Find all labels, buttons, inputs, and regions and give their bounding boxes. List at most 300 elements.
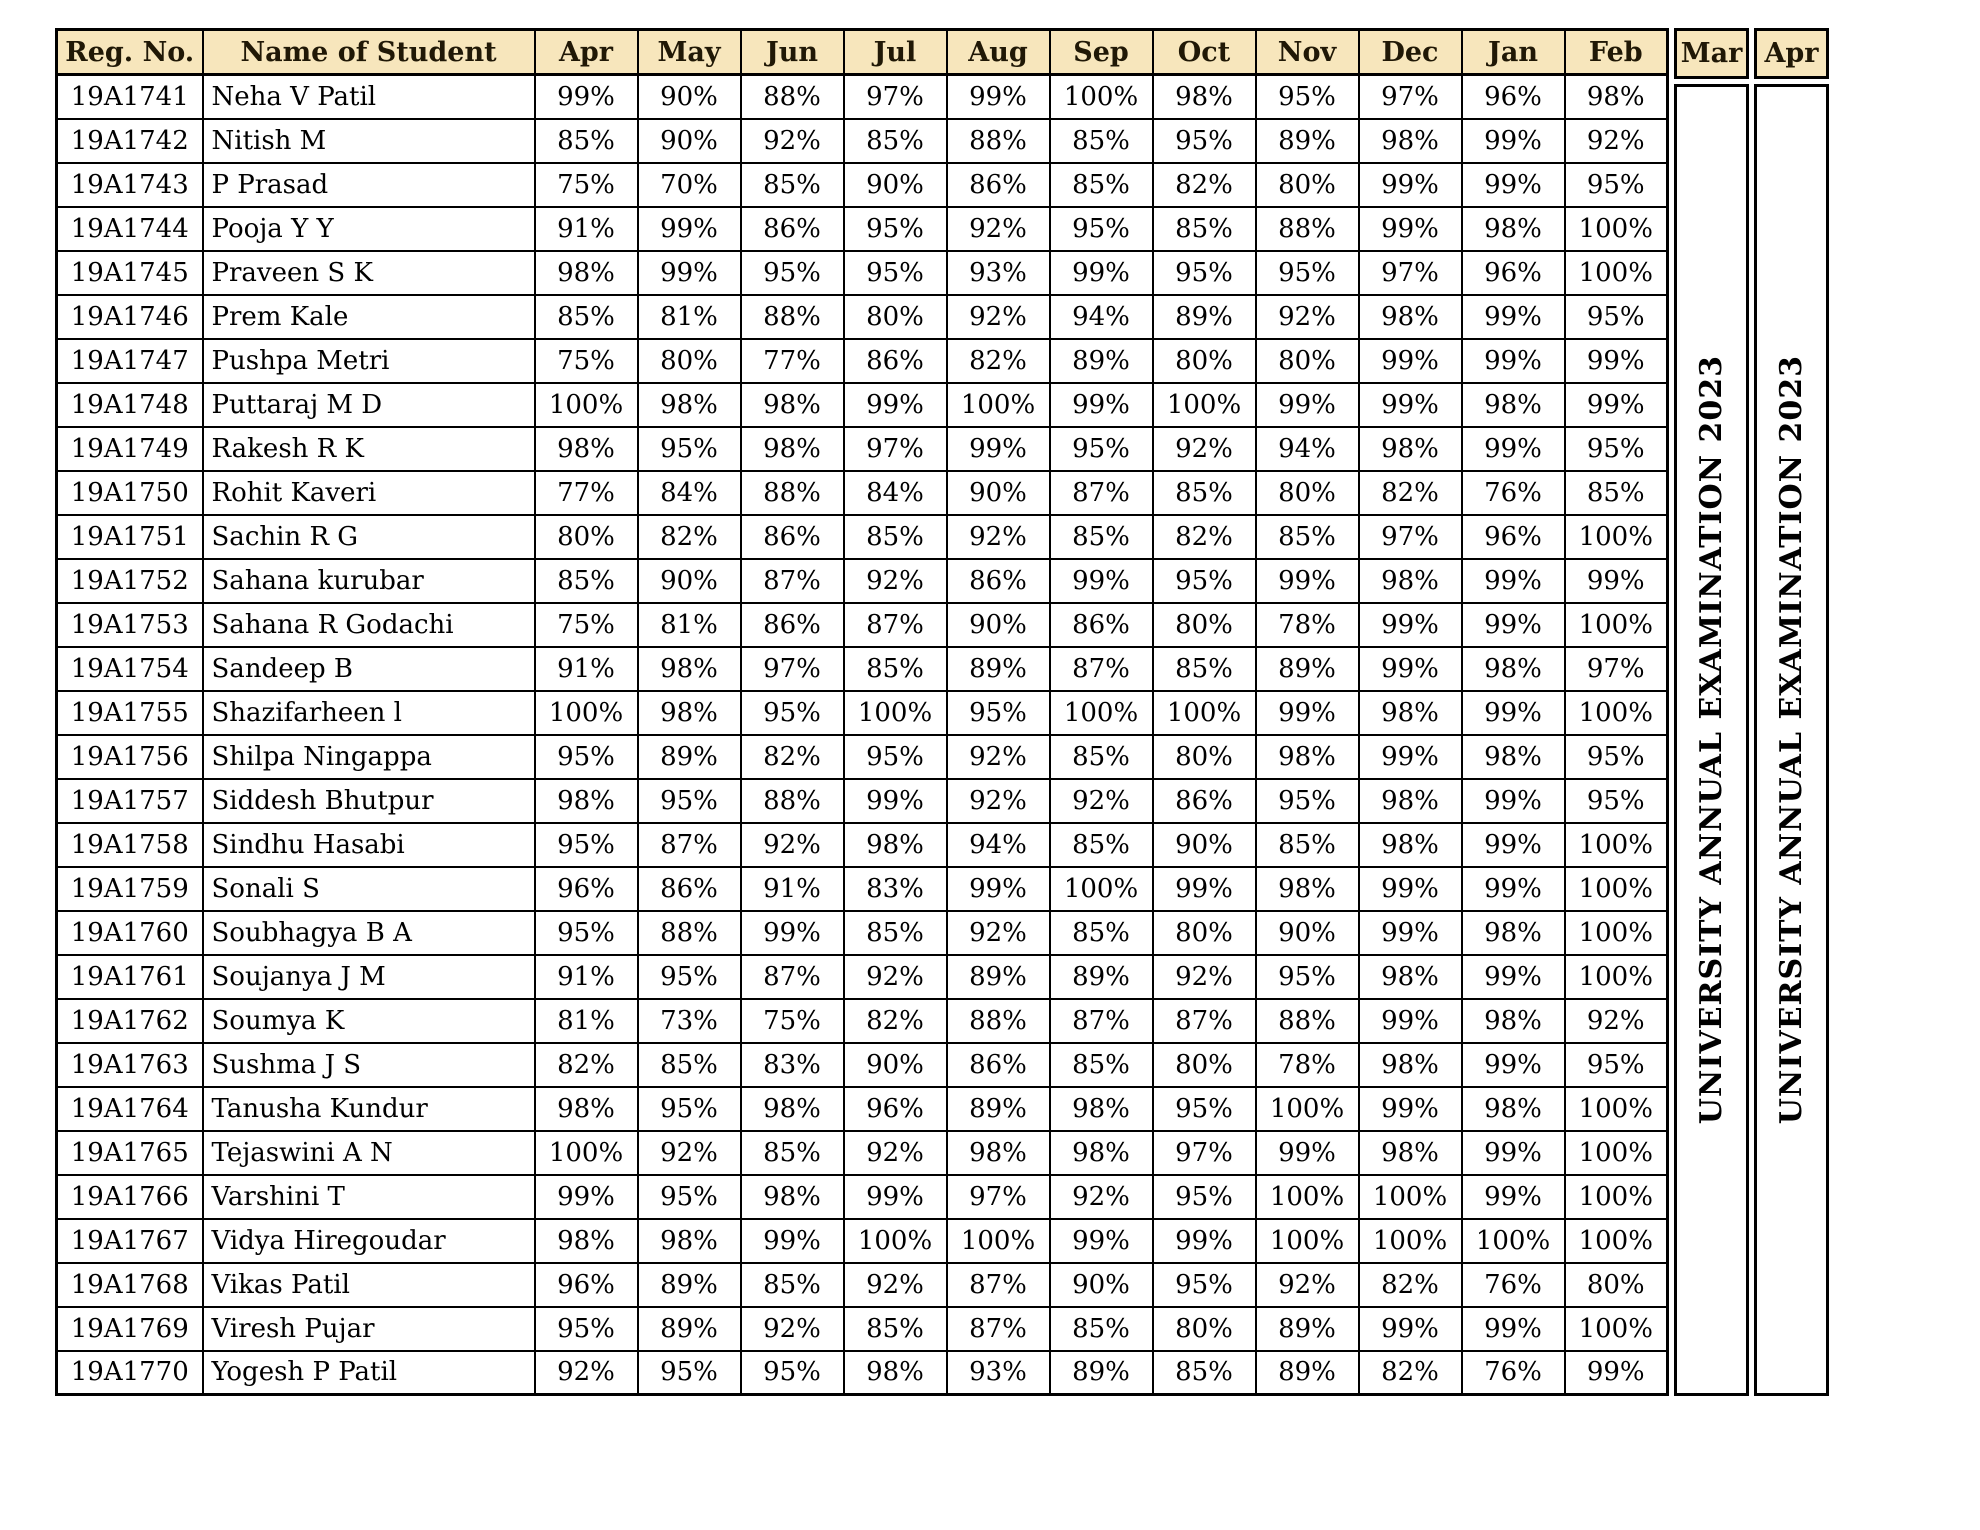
attendance-table [55, 28, 1669, 1396]
attendance-value-cell: 94% [1050, 295, 1153, 339]
table-row [57, 735, 1668, 779]
attendance-value-cell: 90% [844, 1043, 947, 1087]
attendance-value-cell: 99% [1256, 691, 1359, 735]
reg-no-cell: 19A1769 [57, 1307, 203, 1351]
exam-label-box-mar [1674, 84, 1749, 1396]
student-name-cell: Tanusha Kundur [203, 1087, 535, 1131]
student-name-cell: Pushpa Metri [203, 339, 535, 383]
table-row [57, 1087, 1668, 1131]
attendance-value-cell: 92% [741, 119, 844, 163]
attendance-value-cell: 100% [1050, 691, 1153, 735]
attendance-value-cell: 88% [947, 119, 1050, 163]
attendance-value-cell: 82% [638, 515, 741, 559]
attendance-value-cell: 99% [1462, 119, 1565, 163]
exam-label-mar: UNIVERSITY ANNUAL EXAMINATION 2023 [1694, 355, 1729, 1125]
student-name-cell: Soumya K [203, 999, 535, 1043]
attendance-value-cell: 87% [1050, 647, 1153, 691]
attendance-value-cell: 92% [1256, 295, 1359, 339]
student-name-cell: Varshini T [203, 1175, 535, 1219]
attendance-value-cell: 80% [535, 515, 638, 559]
attendance-value-cell: 99% [1462, 955, 1565, 999]
attendance-value-cell: 97% [1359, 515, 1462, 559]
attendance-value-cell: 92% [1153, 955, 1256, 999]
attendance-value-cell: 100% [1565, 1131, 1668, 1175]
attendance-value-cell: 95% [1153, 119, 1256, 163]
attendance-value-cell: 99% [1050, 1219, 1153, 1263]
student-name-cell: Sahana R Godachi [203, 603, 535, 647]
attendance-value-cell: 99% [1462, 163, 1565, 207]
attendance-value-cell: 85% [1050, 911, 1153, 955]
attendance-value-cell: 96% [1462, 251, 1565, 295]
attendance-value-cell: 85% [844, 1307, 947, 1351]
attendance-value-cell: 99% [844, 779, 947, 823]
attendance-value-cell: 89% [1050, 955, 1153, 999]
attendance-value-cell: 85% [1153, 647, 1256, 691]
attendance-value-cell: 100% [1565, 955, 1668, 999]
attendance-value-cell: 85% [1565, 471, 1668, 515]
attendance-value-cell: 99% [1462, 867, 1565, 911]
attendance-value-cell: 98% [741, 1087, 844, 1131]
student-name-cell: Vidya Hiregoudar [203, 1219, 535, 1263]
attendance-value-cell: 90% [947, 471, 1050, 515]
attendance-value-cell: 82% [844, 999, 947, 1043]
attendance-value-cell: 93% [947, 251, 1050, 295]
attendance-value-cell: 82% [1359, 1351, 1462, 1395]
attendance-value-cell: 88% [1256, 999, 1359, 1043]
attendance-value-cell: 85% [741, 1263, 844, 1307]
attendance-value-cell: 100% [1565, 207, 1668, 251]
table-row [57, 163, 1668, 207]
attendance-value-cell: 98% [1359, 1043, 1462, 1087]
attendance-value-cell: 78% [1256, 603, 1359, 647]
attendance-value-cell: 80% [1153, 339, 1256, 383]
table-row [57, 515, 1668, 559]
reg-no-cell: 19A1765 [57, 1131, 203, 1175]
attendance-value-cell: 99% [1565, 1351, 1668, 1395]
attendance-value-cell: 92% [844, 1263, 947, 1307]
reg-no-cell: 19A1744 [57, 207, 203, 251]
attendance-value-cell: 92% [1565, 999, 1668, 1043]
attendance-value-cell: 86% [1050, 603, 1153, 647]
attendance-value-cell: 86% [741, 515, 844, 559]
attendance-value-cell: 90% [1050, 1263, 1153, 1307]
attendance-value-cell: 100% [1565, 1219, 1668, 1263]
attendance-value-cell: 92% [947, 207, 1050, 251]
reg-no-cell: 19A1755 [57, 691, 203, 735]
attendance-value-cell: 94% [1256, 427, 1359, 471]
table-row [57, 1263, 1668, 1307]
attendance-value-cell: 89% [1256, 1351, 1359, 1395]
attendance-value-cell: 82% [1359, 471, 1462, 515]
attendance-value-cell: 87% [1050, 471, 1153, 515]
attendance-value-cell: 95% [741, 1351, 844, 1395]
attendance-value-cell: 99% [1462, 295, 1565, 339]
attendance-value-cell: 99% [1462, 559, 1565, 603]
attendance-value-cell: 100% [1359, 1175, 1462, 1219]
attendance-value-cell: 99% [1462, 823, 1565, 867]
attendance-value-cell: 96% [535, 867, 638, 911]
attendance-value-cell: 95% [844, 251, 947, 295]
attendance-value-cell: 98% [1050, 1131, 1153, 1175]
attendance-value-cell: 88% [1256, 207, 1359, 251]
attendance-value-cell: 85% [741, 1131, 844, 1175]
attendance-value-cell: 81% [535, 999, 638, 1043]
reg-no-cell: 19A1764 [57, 1087, 203, 1131]
student-name-cell: Praveen S K [203, 251, 535, 295]
attendance-value-cell: 100% [844, 691, 947, 735]
attendance-value-cell: 99% [1256, 1131, 1359, 1175]
attendance-value-cell: 84% [638, 471, 741, 515]
student-name-cell: Puttaraj M D [203, 383, 535, 427]
attendance-value-cell: 82% [535, 1043, 638, 1087]
reg-no-cell: 19A1754 [57, 647, 203, 691]
attendance-value-cell: 89% [1256, 647, 1359, 691]
reg-no-cell: 19A1760 [57, 911, 203, 955]
exam-label-box-apr [1754, 84, 1829, 1396]
student-name-cell: Yogesh P Patil [203, 1351, 535, 1395]
exam-label-apr: UNIVERSITY ANNUAL EXAMINATION 2023 [1774, 355, 1809, 1125]
attendance-value-cell: 99% [1462, 1175, 1565, 1219]
student-name-cell: Vikas Patil [203, 1263, 535, 1307]
attendance-value-cell: 98% [638, 691, 741, 735]
attendance-value-cell: 100% [1565, 515, 1668, 559]
attendance-value-cell: 98% [1359, 119, 1462, 163]
reg-no-cell: 19A1766 [57, 1175, 203, 1219]
attendance-value-cell: 98% [844, 823, 947, 867]
attendance-value-cell: 85% [1050, 515, 1153, 559]
attendance-value-cell: 98% [1256, 735, 1359, 779]
attendance-value-cell: 100% [1256, 1087, 1359, 1131]
reg-no-cell: 19A1767 [57, 1219, 203, 1263]
attendance-value-cell: 85% [844, 647, 947, 691]
attendance-value-cell: 99% [741, 1219, 844, 1263]
attendance-value-cell: 95% [1256, 955, 1359, 999]
table-row [57, 647, 1668, 691]
reg-no-cell: 19A1749 [57, 427, 203, 471]
attendance-value-cell: 80% [1153, 603, 1256, 647]
attendance-value-cell: 95% [947, 691, 1050, 735]
attendance-value-cell: 85% [1050, 823, 1153, 867]
attendance-value-cell: 99% [1359, 1087, 1462, 1131]
attendance-value-cell: 98% [1359, 1131, 1462, 1175]
attendance-value-cell: 90% [638, 559, 741, 603]
attendance-value-cell: 73% [638, 999, 741, 1043]
attendance-value-cell: 99% [638, 251, 741, 295]
attendance-value-cell: 87% [1153, 999, 1256, 1043]
attendance-value-cell: 98% [1359, 691, 1462, 735]
attendance-value-cell: 80% [1256, 163, 1359, 207]
attendance-value-cell: 98% [535, 251, 638, 295]
attendance-value-cell: 85% [535, 559, 638, 603]
attendance-value-cell: 85% [1256, 515, 1359, 559]
column-header-mar: Mar [1674, 28, 1749, 79]
reg-no-cell: 19A1757 [57, 779, 203, 823]
reg-no-cell: 19A1770 [57, 1351, 203, 1395]
attendance-value-cell: 95% [1153, 559, 1256, 603]
attendance-value-cell: 99% [1256, 383, 1359, 427]
student-name-cell: Sushma J S [203, 1043, 535, 1087]
attendance-value-cell: 92% [947, 779, 1050, 823]
attendance-value-cell: 99% [1153, 1219, 1256, 1263]
attendance-value-cell: 95% [1050, 427, 1153, 471]
table-row [57, 823, 1668, 867]
attendance-value-cell: 98% [1462, 383, 1565, 427]
attendance-value-cell: 98% [535, 779, 638, 823]
attendance-value-cell: 98% [1359, 955, 1462, 999]
attendance-value-cell: 80% [1153, 1043, 1256, 1087]
table-row [57, 295, 1668, 339]
column-header-name-of-student: Name of Student [203, 30, 535, 75]
attendance-value-cell: 95% [535, 1307, 638, 1351]
attendance-value-cell: 95% [1565, 735, 1668, 779]
attendance-value-cell: 86% [741, 207, 844, 251]
attendance-value-cell: 88% [741, 75, 844, 119]
attendance-value-cell: 77% [741, 339, 844, 383]
attendance-value-cell: 100% [1565, 603, 1668, 647]
attendance-value-cell: 91% [535, 207, 638, 251]
attendance-value-cell: 76% [1462, 1351, 1565, 1395]
attendance-value-cell: 96% [1462, 515, 1565, 559]
attendance-value-cell: 98% [1153, 75, 1256, 119]
attendance-value-cell: 95% [1565, 1043, 1668, 1087]
attendance-value-cell: 95% [638, 955, 741, 999]
table-row [57, 1351, 1668, 1395]
attendance-value-cell: 100% [1462, 1219, 1565, 1263]
attendance-value-cell: 99% [947, 867, 1050, 911]
student-name-cell: Prem Kale [203, 295, 535, 339]
attendance-value-cell: 80% [1153, 735, 1256, 779]
exam-column-mar [1674, 28, 1749, 1396]
attendance-value-cell: 84% [844, 471, 947, 515]
attendance-value-cell: 88% [741, 295, 844, 339]
attendance-value-cell: 82% [741, 735, 844, 779]
attendance-value-cell: 100% [844, 1219, 947, 1263]
reg-no-cell: 19A1758 [57, 823, 203, 867]
attendance-value-cell: 100% [1565, 1175, 1668, 1219]
attendance-value-cell: 75% [535, 339, 638, 383]
student-name-cell: Sonali S [203, 867, 535, 911]
attendance-value-cell: 87% [638, 823, 741, 867]
attendance-value-cell: 98% [1050, 1087, 1153, 1131]
reg-no-cell: 19A1759 [57, 867, 203, 911]
attendance-value-cell: 85% [1050, 163, 1153, 207]
attendance-value-cell: 99% [1359, 911, 1462, 955]
attendance-value-cell: 83% [844, 867, 947, 911]
attendance-value-cell: 100% [1050, 75, 1153, 119]
attendance-value-cell: 85% [1153, 471, 1256, 515]
attendance-value-cell: 99% [1565, 559, 1668, 603]
attendance-value-cell: 98% [1462, 999, 1565, 1043]
reg-no-cell: 19A1743 [57, 163, 203, 207]
attendance-value-cell: 86% [844, 339, 947, 383]
student-name-cell: Shilpa Ningappa [203, 735, 535, 779]
attendance-value-cell: 95% [844, 207, 947, 251]
attendance-value-cell: 99% [1153, 867, 1256, 911]
attendance-value-cell: 98% [741, 1175, 844, 1219]
attendance-value-cell: 99% [1462, 603, 1565, 647]
attendance-value-cell: 75% [741, 999, 844, 1043]
attendance-value-cell: 89% [1153, 295, 1256, 339]
attendance-value-cell: 80% [1256, 339, 1359, 383]
student-name-cell: Neha V Patil [203, 75, 535, 119]
attendance-value-cell: 91% [535, 955, 638, 999]
reg-no-cell: 19A1763 [57, 1043, 203, 1087]
table-row [57, 867, 1668, 911]
attendance-value-cell: 99% [1359, 867, 1462, 911]
attendance-value-cell: 89% [947, 955, 1050, 999]
table-row [57, 1175, 1668, 1219]
attendance-value-cell: 95% [1050, 207, 1153, 251]
attendance-value-cell: 98% [1359, 427, 1462, 471]
attendance-value-cell: 99% [1050, 559, 1153, 603]
attendance-value-cell: 98% [947, 1131, 1050, 1175]
attendance-value-cell: 95% [1565, 427, 1668, 471]
attendance-value-cell: 92% [1256, 1263, 1359, 1307]
attendance-value-cell: 87% [844, 603, 947, 647]
attendance-value-cell: 88% [947, 999, 1050, 1043]
student-name-cell: Rohit Kaveri [203, 471, 535, 515]
attendance-value-cell: 89% [1256, 1307, 1359, 1351]
attendance-value-cell: 99% [535, 75, 638, 119]
attendance-value-cell: 100% [1050, 867, 1153, 911]
attendance-value-cell: 99% [1359, 647, 1462, 691]
attendance-value-cell: 95% [1153, 251, 1256, 295]
table-row [57, 691, 1668, 735]
table-row [57, 251, 1668, 295]
column-header-oct: Oct [1153, 30, 1256, 75]
attendance-value-cell: 80% [844, 295, 947, 339]
attendance-value-cell: 89% [1256, 119, 1359, 163]
attendance-value-cell: 85% [741, 163, 844, 207]
attendance-value-cell: 98% [1462, 207, 1565, 251]
attendance-value-cell: 88% [741, 779, 844, 823]
student-name-cell: Soujanya J M [203, 955, 535, 999]
table-row [57, 1219, 1668, 1263]
attendance-value-cell: 86% [947, 559, 1050, 603]
attendance-value-cell: 70% [638, 163, 741, 207]
attendance-value-cell: 91% [535, 647, 638, 691]
attendance-value-cell: 99% [1359, 1307, 1462, 1351]
column-header-jul: Jul [844, 30, 947, 75]
attendance-value-cell: 95% [535, 735, 638, 779]
attendance-value-cell: 95% [638, 427, 741, 471]
attendance-value-cell: 92% [741, 823, 844, 867]
attendance-value-cell: 82% [947, 339, 1050, 383]
attendance-value-cell: 89% [638, 1307, 741, 1351]
reg-no-cell: 19A1756 [57, 735, 203, 779]
attendance-value-cell: 85% [535, 295, 638, 339]
attendance-value-cell: 99% [1462, 427, 1565, 471]
table-header-row [57, 30, 1668, 75]
attendance-value-cell: 96% [535, 1263, 638, 1307]
attendance-value-cell: 97% [741, 647, 844, 691]
attendance-value-cell: 97% [947, 1175, 1050, 1219]
attendance-value-cell: 95% [1565, 779, 1668, 823]
table-row [57, 427, 1668, 471]
attendance-value-cell: 85% [844, 515, 947, 559]
attendance-value-cell: 99% [1359, 999, 1462, 1043]
attendance-value-cell: 89% [1050, 339, 1153, 383]
attendance-value-cell: 80% [638, 339, 741, 383]
attendance-value-cell: 89% [1050, 1351, 1153, 1395]
attendance-value-cell: 85% [1050, 1307, 1153, 1351]
attendance-value-cell: 99% [1565, 339, 1668, 383]
attendance-value-cell: 100% [1565, 911, 1668, 955]
attendance-value-cell: 100% [1565, 867, 1668, 911]
attendance-value-cell: 98% [535, 427, 638, 471]
attendance-value-cell: 92% [1050, 779, 1153, 823]
table-row [57, 603, 1668, 647]
attendance-value-cell: 99% [1256, 559, 1359, 603]
attendance-value-cell: 99% [1462, 1043, 1565, 1087]
column-header-jun: Jun [741, 30, 844, 75]
attendance-value-cell: 92% [1565, 119, 1668, 163]
attendance-value-cell: 92% [741, 1307, 844, 1351]
attendance-value-cell: 100% [1565, 823, 1668, 867]
attendance-value-cell: 97% [1359, 75, 1462, 119]
attendance-value-cell: 95% [1256, 251, 1359, 295]
column-header-apr: Apr [1754, 28, 1829, 79]
attendance-value-cell: 99% [844, 383, 947, 427]
attendance-value-cell: 95% [844, 735, 947, 779]
column-header-reg-no: Reg. No. [57, 30, 203, 75]
attendance-value-cell: 82% [1153, 515, 1256, 559]
reg-no-cell: 19A1747 [57, 339, 203, 383]
attendance-value-cell: 98% [741, 383, 844, 427]
attendance-value-cell: 100% [947, 1219, 1050, 1263]
table-row [57, 1307, 1668, 1351]
attendance-value-cell: 81% [638, 295, 741, 339]
attendance-value-cell: 86% [741, 603, 844, 647]
attendance-value-cell: 99% [1565, 383, 1668, 427]
column-header-apr: Apr [535, 30, 638, 75]
attendance-value-cell: 100% [535, 691, 638, 735]
attendance-value-cell: 97% [1565, 647, 1668, 691]
attendance-value-cell: 92% [947, 735, 1050, 779]
attendance-value-cell: 88% [638, 911, 741, 955]
attendance-value-cell: 98% [844, 1351, 947, 1395]
attendance-value-cell: 92% [947, 911, 1050, 955]
attendance-value-cell: 100% [535, 383, 638, 427]
attendance-value-cell: 86% [947, 1043, 1050, 1087]
attendance-value-cell: 100% [947, 383, 1050, 427]
attendance-value-cell: 100% [535, 1131, 638, 1175]
attendance-value-cell: 96% [844, 1087, 947, 1131]
table-row [57, 339, 1668, 383]
attendance-value-cell: 82% [1153, 163, 1256, 207]
attendance-value-cell: 95% [1565, 295, 1668, 339]
attendance-value-cell: 93% [947, 1351, 1050, 1395]
attendance-value-cell: 98% [1359, 779, 1462, 823]
attendance-value-cell: 85% [1153, 1351, 1256, 1395]
attendance-value-cell: 99% [535, 1175, 638, 1219]
student-name-cell: Rakesh R K [203, 427, 535, 471]
attendance-value-cell: 91% [741, 867, 844, 911]
attendance-value-cell: 87% [741, 955, 844, 999]
attendance-value-cell: 87% [947, 1263, 1050, 1307]
attendance-value-cell: 85% [1153, 207, 1256, 251]
attendance-value-cell: 98% [1359, 823, 1462, 867]
attendance-value-cell: 92% [1050, 1175, 1153, 1219]
attendance-value-cell: 92% [947, 515, 1050, 559]
attendance-value-cell: 95% [1565, 163, 1668, 207]
reg-no-cell: 19A1746 [57, 295, 203, 339]
attendance-value-cell: 98% [1462, 647, 1565, 691]
attendance-value-cell: 97% [844, 427, 947, 471]
table-row [57, 471, 1668, 515]
attendance-value-cell: 86% [947, 163, 1050, 207]
attendance-value-cell: 89% [638, 1263, 741, 1307]
